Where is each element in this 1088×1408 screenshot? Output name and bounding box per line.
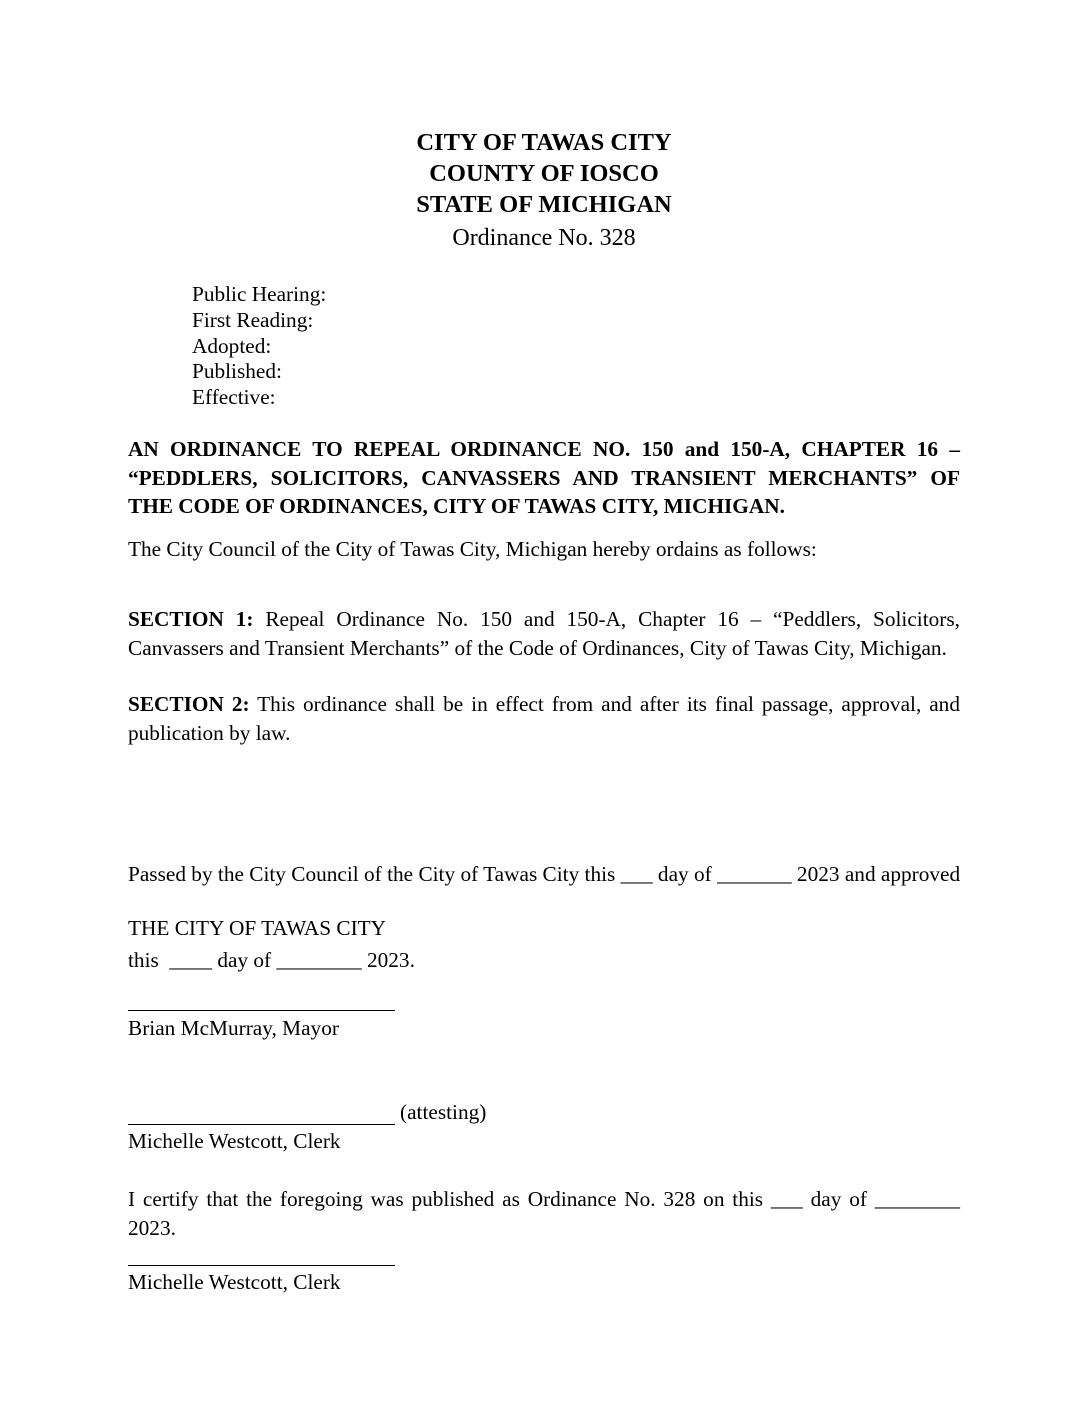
section-1-label: SECTION 1: <box>128 607 254 631</box>
passed-statement <box>128 803 960 1003</box>
mayor-name: Brian McMurray, Mayor <box>128 1016 339 1040</box>
meta-effective: Effective: <box>192 385 276 410</box>
meta-adopted: Adopted: <box>192 333 272 358</box>
meta-first-reading: First Reading: <box>192 307 314 332</box>
attesting-label: (attesting) <box>400 1100 487 1124</box>
header-county: COUNTY OF IOSCO <box>429 160 659 187</box>
passed-line-2: this ____ day of ________ 2023. <box>128 947 415 972</box>
meta-published: Published: <box>192 359 282 384</box>
passed-line-1: Passed by the City Council of the City of Tawas City this ___ day of _______ 2023 and approved <box>128 862 961 886</box>
header-state: STATE OF MICHIGAN <box>416 191 672 218</box>
ordinance-number: Ordinance No. 328 <box>452 225 636 251</box>
section-2-text: This ordinance shall be in effect from and after its final passage, approval, and publication by law. <box>128 692 960 745</box>
ordinance-title: AN ORDINANCE TO REPEAL ORDINANCE NO. 150 and 150-A, CHAPTER 16 – “PEDDLERS, SOLICITORS, CANVASSERS AND TRANSIENT MERCHANTS” OF THE CODE OF ORDINANCES, CITY OF TAWAS CITY, MICHIGAN. <box>128 437 960 518</box>
section-2-label: SECTION 2: <box>128 692 250 716</box>
meta-public-hearing: Public Hearing: <box>192 282 327 306</box>
clerk-name: Michelle Westcott, Clerk <box>128 1129 341 1153</box>
header-city: CITY OF TAWAS CITY <box>416 129 672 156</box>
clerk-name-2: Michelle Westcott, Clerk <box>128 1270 341 1294</box>
section-1-text: Repeal Ordinance No. 150 and 150-A, Chapter 16 – “Peddlers, Solicitors, Canvassers and Transient Merchants” of the Code of Ordinances, City of Tawas City, Michigan. <box>128 607 960 660</box>
section-1 <box>128 605 960 662</box>
city-name: THE CITY OF TAWAS CITY <box>128 916 387 940</box>
clerk-certify-signature-line <box>128 1265 395 1266</box>
intro-text: The City Council of the City of Tawas City, Michigan hereby ordains as follows: <box>128 537 817 561</box>
section-2 <box>128 690 960 747</box>
document-header <box>0 127 1088 220</box>
certify-statement: I certify that the foregoing was published as Ordinance No. 328 on this ___ day of ________ 2023. <box>128 1187 960 1240</box>
mayor-signature-line <box>128 1010 395 1011</box>
meta-fields <box>192 282 326 411</box>
clerk-signature-line <box>128 1124 395 1125</box>
